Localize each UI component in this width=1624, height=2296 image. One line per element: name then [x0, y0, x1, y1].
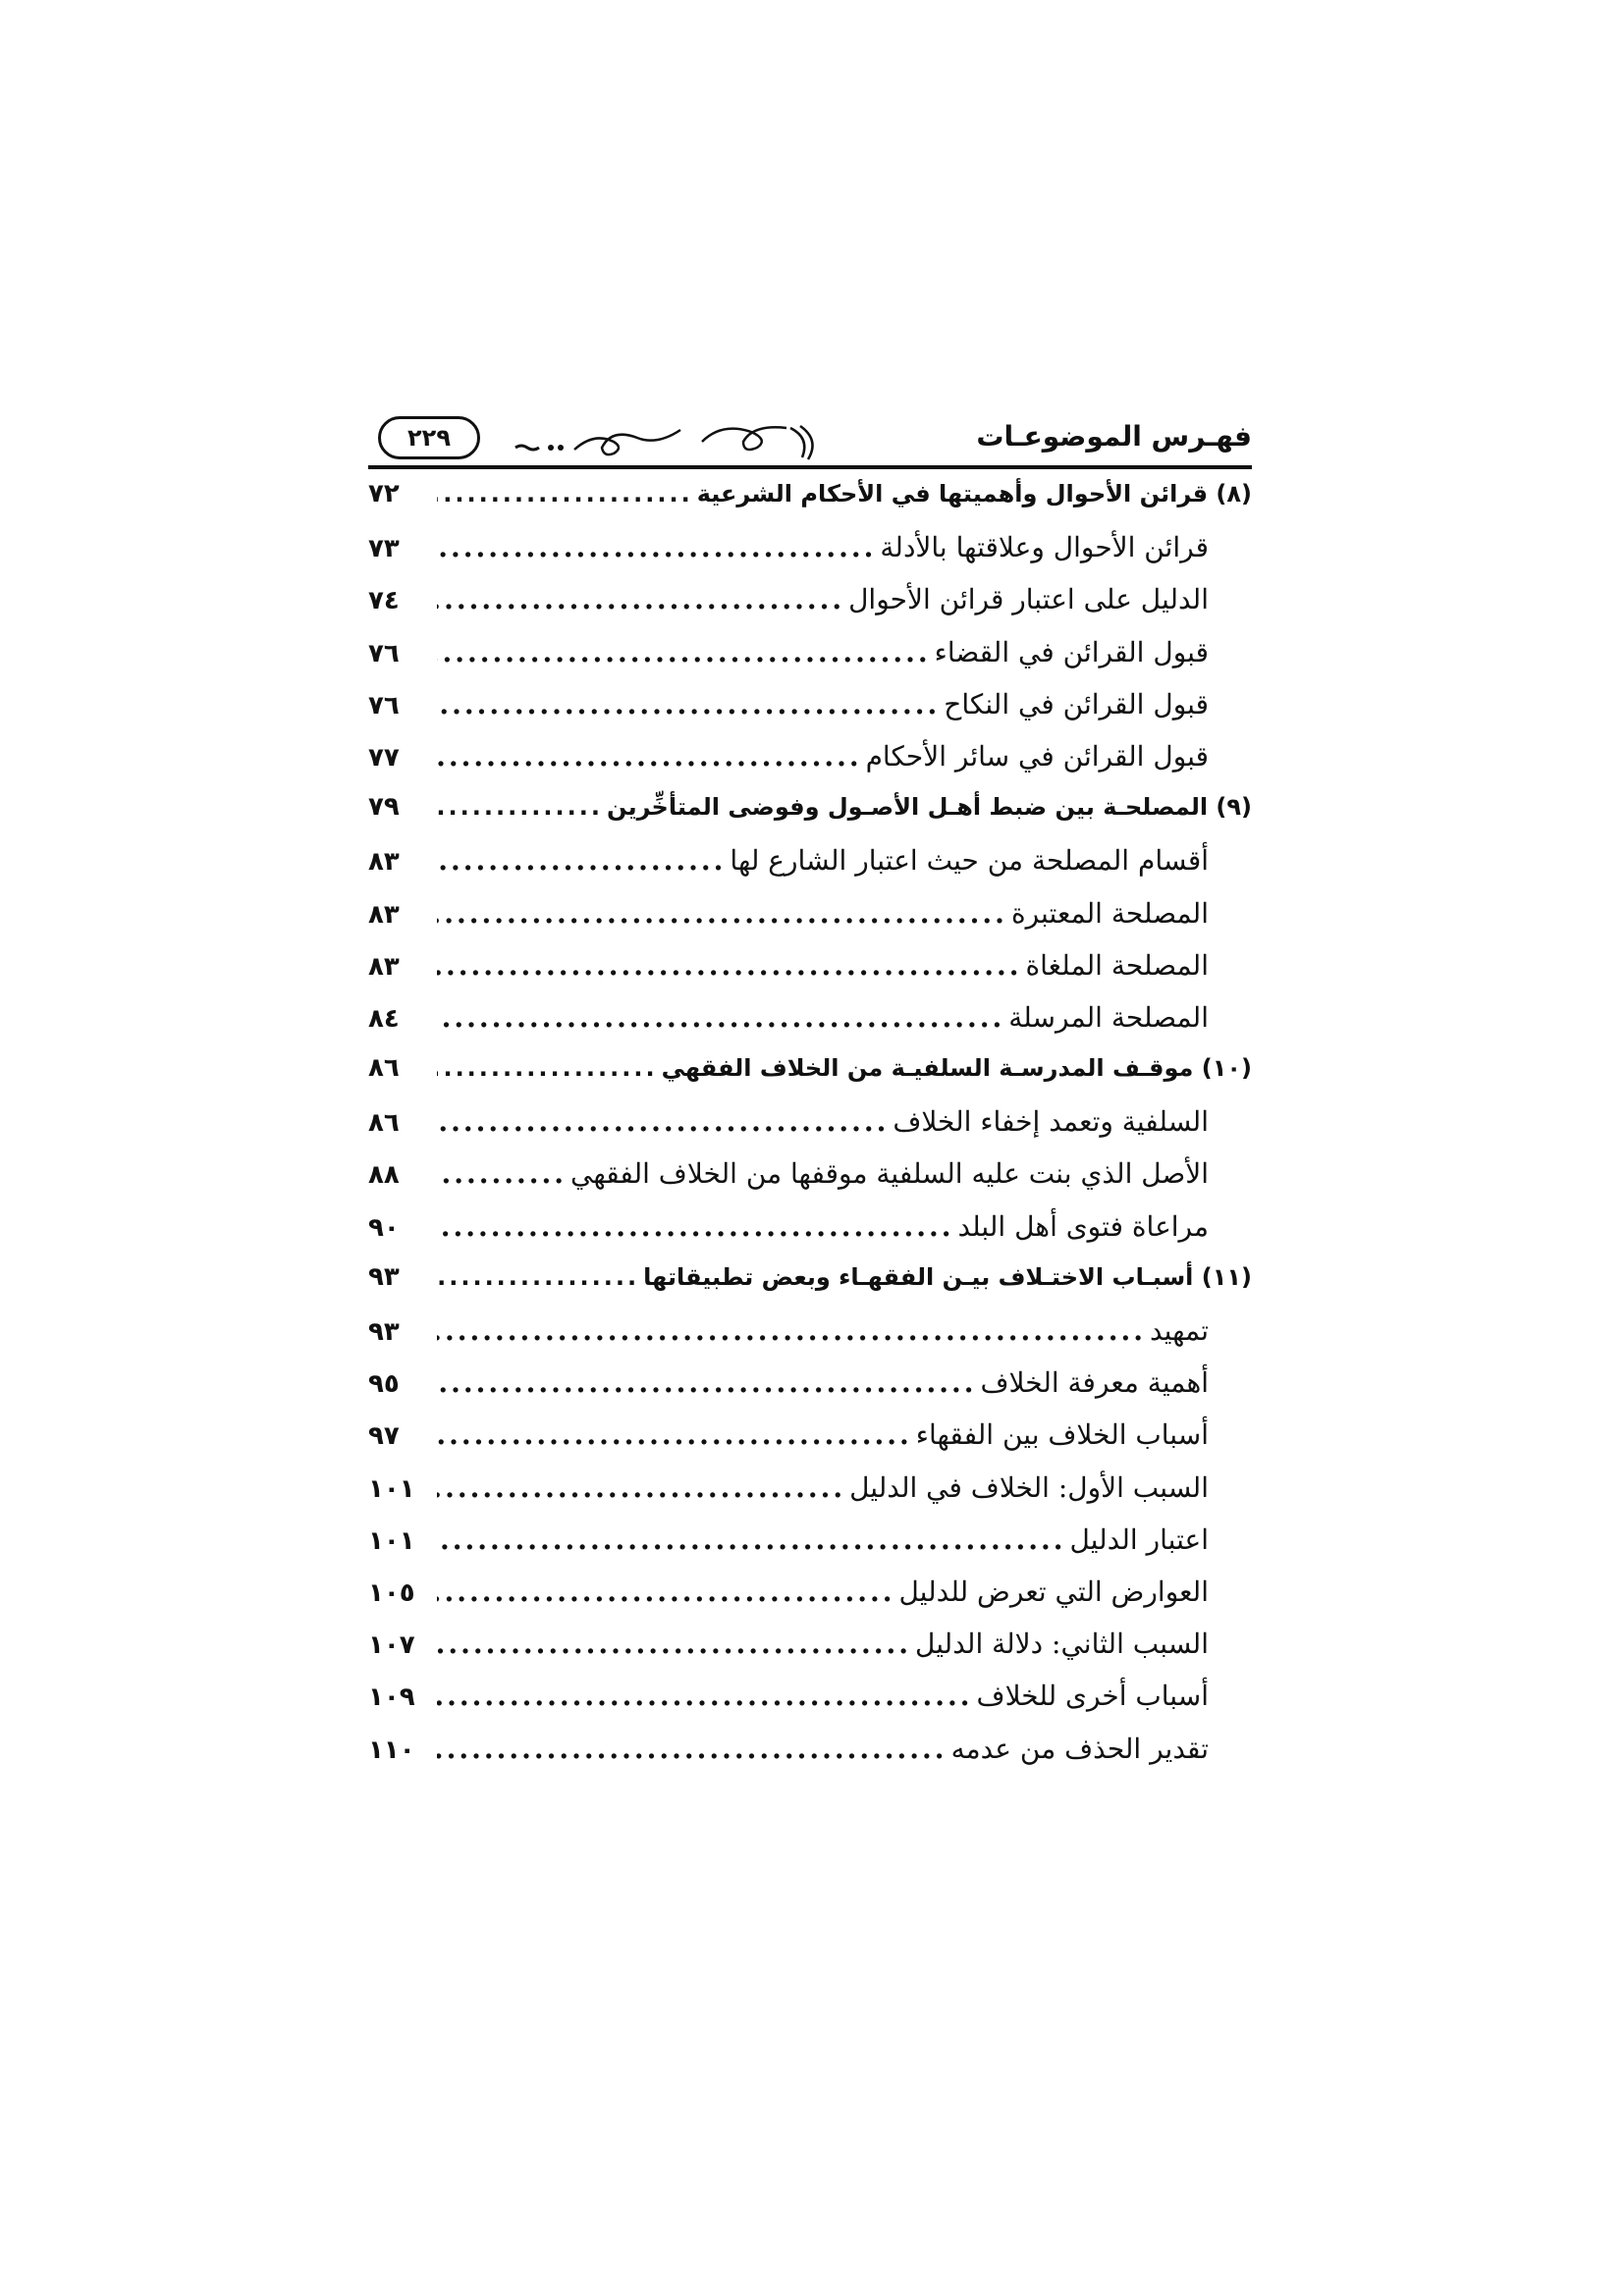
toc-entry-title: المصلحة الملغاة	[1025, 948, 1209, 982]
toc-entry-page: ٩٣	[368, 1261, 400, 1292]
toc-entry-page: ١٠٧	[368, 1630, 415, 1661]
dot-leader	[437, 1001, 1004, 1034]
toc-entry-title: أهمية معرفة الخلاف	[980, 1366, 1209, 1400]
toc-entry-title: تقدير الحذف من عدمه	[950, 1732, 1209, 1765]
toc-entry-title: قرائن الأحوال وعلاقتها بالأدلة	[880, 531, 1209, 564]
toc-entry[interactable]	[368, 1680, 1252, 1732]
toc-entry[interactable]	[368, 583, 1252, 635]
toc-entry[interactable]	[368, 1575, 1252, 1628]
toc-entry-page: ٧٢	[368, 479, 400, 508]
toc-entry-title: المصلحة المرسلة	[1008, 1000, 1209, 1034]
toc-entry-title: أسباب الخلاف بين الفقهاء	[915, 1418, 1209, 1452]
page-number-badge: ٢٢٩	[378, 416, 480, 459]
toc-entry-title: أسباب أخرى للخلاف	[976, 1680, 1209, 1713]
header-title: فهـرس الموضوعـات	[976, 420, 1252, 453]
toc-entry[interactable]	[368, 949, 1252, 1001]
dot-leader	[437, 844, 726, 877]
toc-entry-title: أقسام المصلحة من حيث اعتبار الشارع لها	[730, 844, 1209, 878]
header-rule	[368, 465, 1252, 469]
toc-entry-title: الأصل الذي بنت عليه السلفية موقفها من الخلاف الفقهي	[570, 1157, 1209, 1191]
dot-leader	[437, 1471, 845, 1504]
toc-entry-page: ٧٤	[368, 586, 400, 616]
toc-entry-page: ٩٥	[368, 1369, 400, 1400]
dot-leader	[437, 897, 1007, 930]
dot-leader	[437, 740, 862, 773]
toc-section-entry[interactable]	[368, 1262, 1252, 1314]
dot-leader	[437, 1263, 639, 1291]
toc-entry[interactable]	[368, 1001, 1252, 1053]
dot-leader	[437, 1628, 911, 1660]
toc-entry-page: ٩٠	[368, 1212, 400, 1243]
toc-entry-page: ١٠٥	[368, 1577, 415, 1608]
toc-entry-page: ٩٣	[368, 1317, 400, 1347]
toc-entry[interactable]	[368, 1733, 1252, 1785]
toc-entry[interactable]	[368, 1105, 1252, 1157]
dot-leader	[437, 583, 844, 615]
toc-entry-title: (١٠) موقـف المدرسـة السلفيـة من الخلاف الفقهي	[661, 1054, 1252, 1083]
dot-leader	[437, 1054, 658, 1082]
toc-entry[interactable]	[368, 740, 1252, 792]
toc-entry-page: ٨٨	[368, 1160, 400, 1191]
toc-entry-page: ٨٤	[368, 1003, 400, 1034]
toc-section-entry[interactable]	[368, 479, 1252, 531]
toc-entry-title: (٨) قرائن الأحوال وأهميتها في الأحكام الشرعية	[696, 480, 1252, 507]
dot-leader	[437, 531, 876, 563]
dot-leader	[437, 1314, 1146, 1347]
dot-leader	[437, 1733, 947, 1765]
toc-entry-page: ٧٦	[368, 690, 400, 721]
toc-entry[interactable]	[368, 897, 1252, 949]
toc-entry-page: ١٠١	[368, 1525, 415, 1556]
toc-entry[interactable]	[368, 1157, 1252, 1209]
toc-entry-title: العوارض التي تعرض للدليل	[898, 1575, 1209, 1608]
toc-entry-page: ٨٣	[368, 847, 400, 878]
toc-entry[interactable]	[368, 1418, 1252, 1470]
dot-leader	[437, 1366, 977, 1399]
toc-entry-title: قبول القرائن في سائر الأحكام	[865, 739, 1209, 773]
toc-entry[interactable]	[368, 1628, 1252, 1680]
dot-leader	[437, 636, 931, 668]
toc-entry-title: السبب الأول: الخلاف في الدليل	[849, 1470, 1209, 1504]
toc-entry-page: ٨٦	[368, 1108, 400, 1139]
toc-entry-title: السبب الثاني: دلالة الدليل	[915, 1628, 1209, 1661]
toc-entry-page: ٧٩	[368, 792, 400, 823]
dot-leader	[437, 1575, 894, 1608]
dot-leader	[437, 1418, 912, 1451]
toc-entry-page: ٨٦	[368, 1053, 400, 1084]
toc-entry-title: (١١) أسبـاب الاختـلاف بيـن الفقهـاء وبعض تطبيقاتها	[643, 1262, 1252, 1291]
toc-page	[368, 412, 1252, 1785]
dot-leader	[437, 480, 693, 507]
dot-leader	[437, 688, 940, 721]
toc-entry-page: ٨٣	[368, 899, 400, 930]
toc-entry[interactable]	[368, 1523, 1252, 1575]
toc-entry-title: قبول القرائن في القضاء	[934, 635, 1209, 668]
toc-entry-title: اعتبار الدليل	[1069, 1522, 1209, 1556]
toc-section-entry[interactable]	[368, 792, 1252, 844]
toc-entry-title: قبول القرائن في النكاح	[944, 687, 1209, 721]
toc-entry-title: (٩) المصلحـة بين ضبط أهـل الأصـول وفوضى المتأخِّرين	[607, 793, 1252, 822]
dot-leader	[437, 1523, 1065, 1556]
toc-entry[interactable]	[368, 1471, 1252, 1523]
toc-entry[interactable]	[368, 636, 1252, 688]
toc-entry-title: الدليل على اعتبار قرائن الأحوال	[848, 583, 1209, 616]
toc-entry-page: ١١٠	[368, 1735, 415, 1765]
dot-leader	[437, 949, 1021, 982]
dot-leader	[437, 793, 603, 821]
page-header	[368, 412, 1252, 473]
ornament-icon	[506, 418, 839, 461]
toc-entry-page: ١٠٩	[368, 1682, 415, 1713]
toc-entry[interactable]	[368, 531, 1252, 583]
toc-entry[interactable]	[368, 1366, 1252, 1418]
toc-entry-page: ١٠١	[368, 1473, 415, 1504]
toc-list	[368, 473, 1252, 1785]
toc-entry-page: ٩٧	[368, 1421, 400, 1452]
dot-leader	[437, 1210, 953, 1243]
toc-entry-title: مراعاة فتوى أهل البلد	[957, 1209, 1209, 1243]
dot-leader	[437, 1157, 567, 1190]
toc-entry[interactable]	[368, 1314, 1252, 1366]
toc-entry-page: ٧٣	[368, 534, 400, 564]
toc-entry[interactable]	[368, 688, 1252, 740]
dot-leader	[437, 1105, 889, 1138]
toc-entry[interactable]	[368, 844, 1252, 896]
toc-entry-page: ٧٦	[368, 638, 400, 668]
toc-entry-page: ٧٧	[368, 742, 400, 773]
toc-entry-title: السلفية وتعمد إخفاء الخلاف	[893, 1105, 1209, 1139]
toc-section-entry[interactable]	[368, 1053, 1252, 1105]
toc-entry-title: المصلحة المعتبرة	[1010, 896, 1209, 930]
toc-entry[interactable]	[368, 1210, 1252, 1262]
dot-leader	[437, 1680, 973, 1712]
toc-entry-title: تمهيد	[1149, 1314, 1209, 1347]
toc-entry-page: ٨٣	[368, 951, 400, 982]
